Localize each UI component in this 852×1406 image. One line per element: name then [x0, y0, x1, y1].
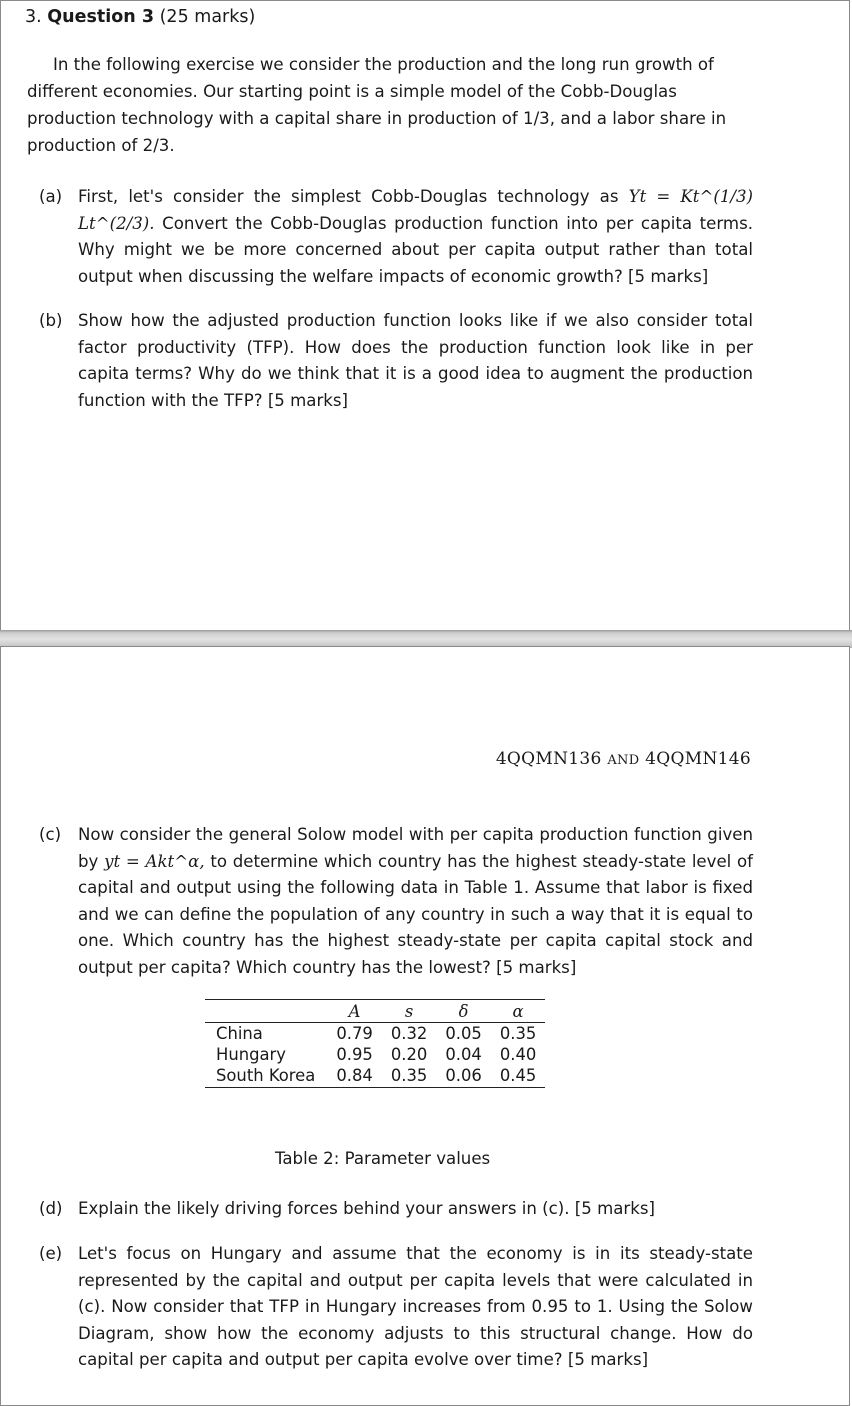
part-b-text: Show how the adjusted production function looks like if we also consider total factor productivity (TFP). How does the production function look like in per capita terms? Why do we think that it is a good idea to augment the production function with the TFP? [5 marks]	[78, 311, 753, 410]
part-a-text	[78, 184, 753, 290]
table-row	[205, 1044, 545, 1065]
table-header-row	[205, 1000, 545, 1023]
table-cell: 0.06	[436, 1065, 491, 1088]
part-c-text	[78, 822, 753, 981]
intro-paragraph: In the following exercise we consider the production and the long run growth of different economies. Our starting point is a simple model of the Cobb-Douglas production technology with a capital share in production of 1/3, and a labor share in production of 2/3.	[27, 55, 727, 155]
part-a-label: (a)	[39, 187, 63, 206]
table-cell: 0.32	[390, 1024, 428, 1043]
table-cell: 0.40	[499, 1045, 537, 1064]
question-heading	[25, 7, 255, 27]
table-cell: 0.35	[382, 1065, 437, 1088]
part-c-formula: yt = Akt^α,	[104, 851, 205, 871]
part-b-label: (b)	[39, 311, 63, 330]
part-a-text-before: First, let's consider the simplest Cobb-Douglas technology as	[78, 187, 629, 206]
table-row	[205, 1065, 545, 1088]
course-code-1: 4QQMN136	[495, 749, 602, 769]
part-e-label: (e)	[39, 1244, 63, 1263]
part-d-text: Explain the likely driving forces behind your answers in (c). [5 marks]	[78, 1199, 655, 1218]
part-a-text-after: Convert the Cobb-Douglas production function into per capita terms. Why might we be more concerned about per capita output rather than total output when discussing the welfare impacts of economic growth? [5 marks]	[78, 213, 753, 286]
table-cell: 0.04	[445, 1045, 482, 1064]
table-header-alpha: α	[491, 1000, 546, 1023]
table-cell-country: China	[216, 1024, 263, 1043]
page-2	[0, 646, 850, 1406]
question-number: 3.	[25, 7, 42, 27]
table-cell-country: Hungary	[216, 1045, 286, 1064]
part-d-label: (d)	[39, 1199, 63, 1218]
table-cell-country: South Korea	[205, 1065, 327, 1088]
page-1	[0, 0, 850, 632]
table-header-delta: δ	[436, 1000, 491, 1023]
part-c-label: (c)	[39, 825, 62, 844]
table-cell: 0.35	[499, 1024, 537, 1043]
table-cell: 0.05	[445, 1024, 482, 1043]
table-header-A: A	[327, 1000, 382, 1023]
table-header-blank	[205, 1000, 327, 1023]
part-c-text-before: Now consider the general Solow model with per capita production function given by	[78, 825, 753, 871]
table-cell: 0.84	[327, 1065, 382, 1088]
question-title: Question 3	[47, 7, 155, 27]
table-header-s: s	[382, 1000, 437, 1023]
table-caption: Table 2: Parameter values	[275, 1149, 491, 1168]
question-marks: (25 marks)	[159, 7, 256, 27]
course-code-2: 4QQMN146	[645, 749, 751, 769]
part-e-text: Let's focus on Hungary and assume that the economy is in its steady-state represented by the capital and output per capita levels that were calculated in (c). Now consider that TFP in Hungary increases from 0.95 to 1. Using the Solow Diagram, show how the economy adjusts to this structural change. How do capital per capita and output per capita evolve over time? [5 marks]	[78, 1244, 753, 1369]
running-head	[496, 749, 751, 769]
part-c-text-after: to determine which country has the highest steady-state level of capital and output using the following data in Table 1. Assume that labor is fixed and we can define the population of any country in such a way that it is equal to one. Which country has the highest steady-state per capita capital stock and output per capita? Which country has the lowest? [5 marks]	[78, 851, 753, 977]
parameter-table	[205, 999, 545, 1088]
table-cell: 0.79	[336, 1024, 373, 1043]
table-cell: 0.95	[336, 1045, 373, 1064]
table-cell: 0.20	[390, 1045, 428, 1064]
running-head-and: AND	[607, 753, 640, 768]
table-cell: 0.45	[491, 1065, 546, 1088]
table-row	[205, 1023, 545, 1045]
part-a-formula: Yt = Kt^(1/3) Lt^(2/3).	[78, 187, 753, 233]
